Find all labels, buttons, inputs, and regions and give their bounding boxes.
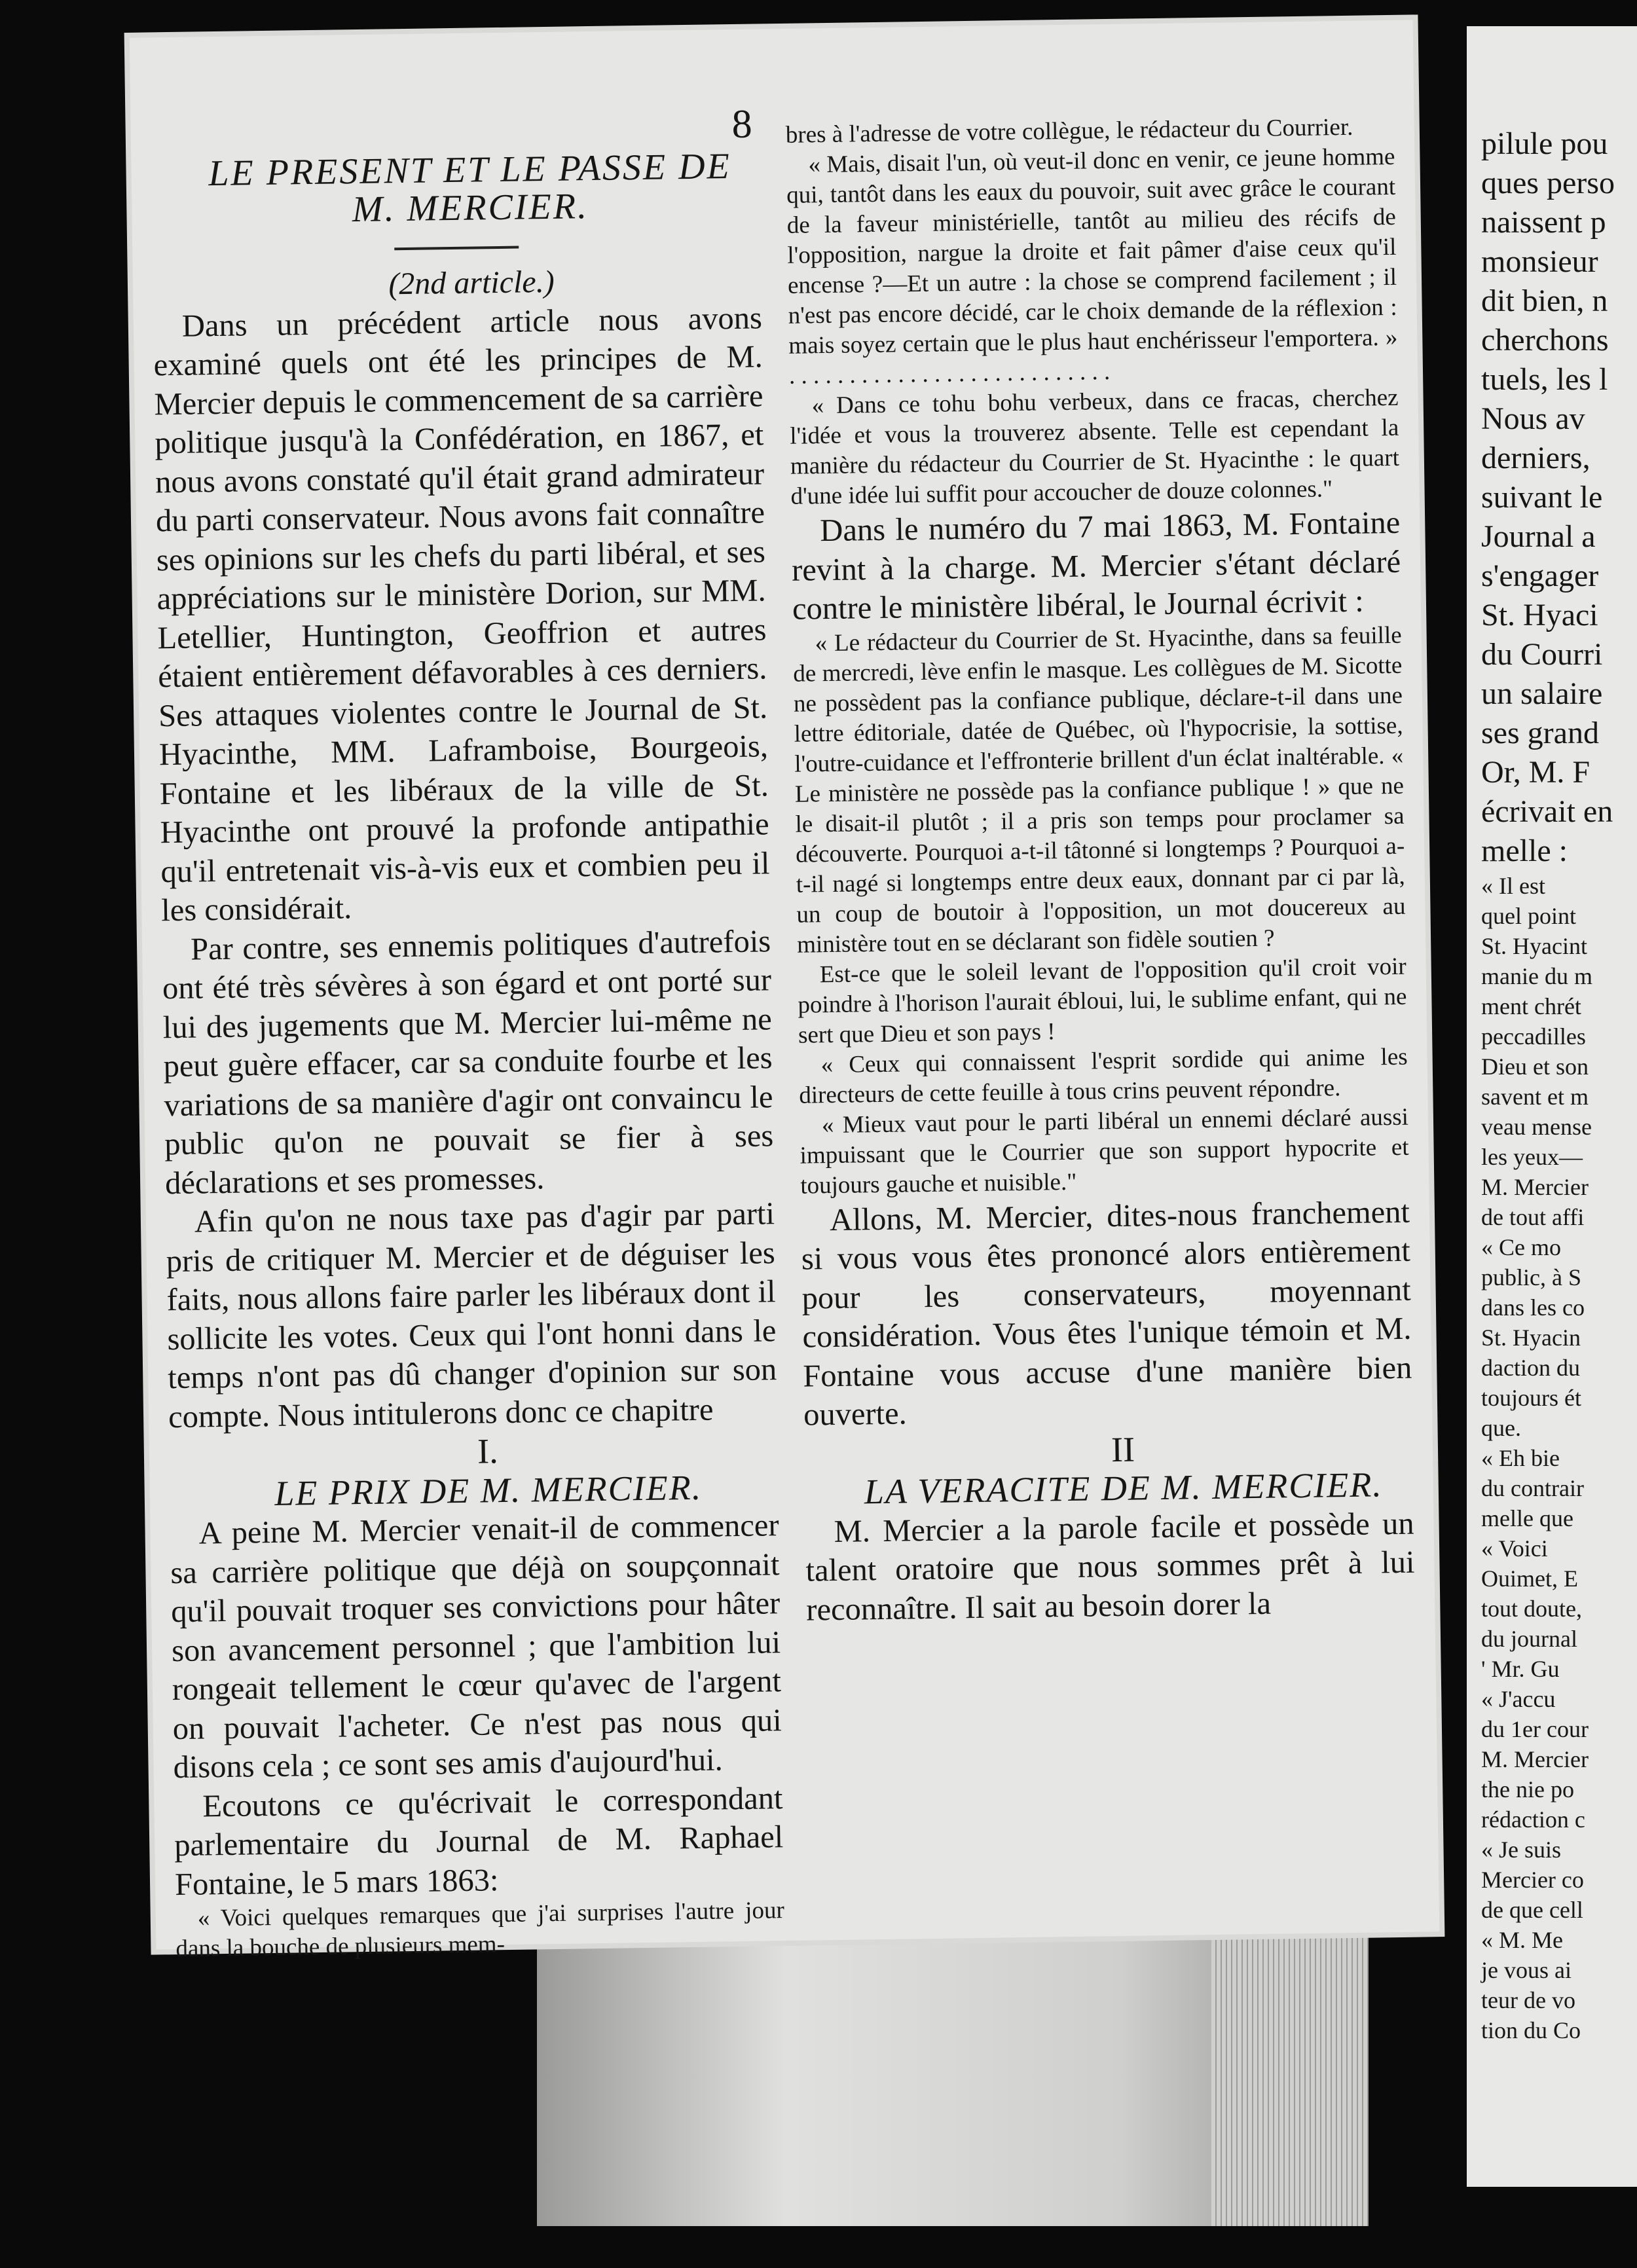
adjacent-page-line: teur de vo xyxy=(1481,1987,1575,2013)
paragraph: Dans un précédent article nous avons examiné quels ont été les principes de M. Mercier depuis le commencement de sa carrière politique jusqu'à la Confédération, en 1867, et nous avons constaté qu'il était grand admirateur du parti conservateur. Nous avons fait connaître ses opinions sur les chefs du parti libéral, et ses appréciations sur le ministère Dorion, sur MM. Letellier, Huntington, Geoffrion et autres étaient entièrement défavorables à ces derniers. Ses attaques violentes contre le Journal de St. Hyacinthe, MM. Laframboise, Bourgeois, Fontaine et les libéraux de la ville de St. Hyacinthe ont prouvé la profonde antipathie qu'il entretenait vis-à-vis eux et combien peu il les considérait. xyxy=(153,300,770,928)
quote-paragraph: « Voici quelques remarques que j'ai surprises l'autre jour dans la bouche de plusieurs mem- xyxy=(175,1897,785,1963)
adjacent-page-line: daction du xyxy=(1481,1355,1580,1381)
article-title-line2: M. MERCIER. xyxy=(352,186,589,230)
adjacent-page-line: du Courri xyxy=(1481,637,1603,672)
adjacent-page-line: veau mense xyxy=(1481,1114,1592,1140)
adjacent-page-line: tout doute, xyxy=(1481,1596,1582,1622)
adjacent-page-line: melle : xyxy=(1481,833,1568,868)
adjacent-page-line: tion du Co xyxy=(1481,2017,1581,2043)
paragraph: Ecoutons ce qu'écrivait le correspondant parlementaire du Journal de M. Raphael Fontaine, le 5 mars 1863: xyxy=(174,1780,784,1902)
adjacent-page-line: dit bien, n xyxy=(1481,284,1608,318)
quote-paragraph: « Mieux vaut pour le parti libéral un ennemi déclaré aussi impuissant que le Courrier que son support hypocrite et toujours gauche et nuisible." xyxy=(800,1103,1409,1199)
adjacent-page-line: rédaction c xyxy=(1481,1806,1585,1833)
adjacent-page-line: M. Mercier xyxy=(1481,1174,1589,1200)
quote-paragraph: « Ceux qui connaissent l'esprit sordide qui anime les directeurs de cette feuille à tous crins peuvent répondre. xyxy=(799,1043,1408,1109)
adjacent-page-line: peccadilles xyxy=(1481,1023,1586,1050)
adjacent-page-text xyxy=(1481,124,1615,2045)
adjacent-page-line: Ouimet, E xyxy=(1481,1565,1578,1592)
section-title: LA VERACITE DE M. MERCIER. xyxy=(864,1465,1384,1512)
adjacent-page xyxy=(1467,26,1637,2187)
adjacent-page-line: Nous av xyxy=(1481,401,1585,436)
quote-paragraph: « Mais, disait l'un, où veut-il donc en venir, ce jeune homme qui, tantôt dans les eaux du pouvoir, suit avec grâce le courant de la faveur ministérielle, tantôt au milieu des récifs de l'opposition, nargue la droite et fait pâmer d'aise ceux qu'il encense ?—Et un autre : la chose se comprend facilement ; il n'est pas encore décidé, car le choix demande de la réflexion : mais soyez certain que le plus haut enchérisseur l'emportera. » . . . . . . . . . . . . . . . . . . . . . . . . . . . xyxy=(786,143,1398,390)
adjacent-page-line: de tout affi xyxy=(1481,1204,1585,1230)
adjacent-page-line: derniers, xyxy=(1481,441,1591,475)
adjacent-page-line: « Eh bie xyxy=(1481,1445,1560,1471)
adjacent-page-line: toujours ét xyxy=(1481,1385,1581,1411)
adjacent-page-line: St. Hyacint xyxy=(1481,933,1587,959)
adjacent-page-line: manie du m xyxy=(1481,963,1592,989)
paragraph: Afin qu'on ne nous taxe pas d'agir par parti pris de critiquer M. Mercier et de déguiser les faits, nous allons faire parler les libéraux dont il sollicite les votes. Ceux qui l'ont honni dans le temps n'ont pas dû changer d'opinion sur son compte. Nous intitulerons donc ce chapitre xyxy=(166,1196,777,1435)
adjacent-page-line: naissent p xyxy=(1481,205,1606,240)
adjacent-page-line: pilule pou xyxy=(1481,126,1608,161)
section-number: I. xyxy=(477,1431,499,1471)
adjacent-page-line: tuels, les l xyxy=(1481,362,1608,397)
paragraph: M. Mercier a la parole facile et possède un talent oratoire que nous sommes prêt à lui reconnaître. Il sait au besoin dorer la xyxy=(805,1506,1415,1628)
paragraph: A peine M. Mercier venait-il de commencer sa carrière politique que déjà on soupçonnait qu'il pouvait troquer ses convictions pour hâter son avancement personnel ; que l'ambition lui rongeait tellement le cœur qu'avec de l'argent on pouvait l'acheter. Ce n'est pas nous qui disons cela ; ce sont ses amis d'aujourd'hui. xyxy=(170,1508,782,1785)
adjacent-page-line: Mercier co xyxy=(1481,1867,1584,1893)
adjacent-page-line: ' Mr. Gu xyxy=(1481,1656,1560,1682)
adjacent-page-line: du 1er cour xyxy=(1481,1716,1589,1742)
adjacent-page-line: je vous ai xyxy=(1481,1957,1572,1983)
quote-paragraph: « Le rédacteur du Courrier de St. Hyacinthe, dans sa feuille de mercredi, lève enfin le masque. Les collègues de M. Sicotte ne possèdent pas la confiance publique, déclare-t-il dans une lettre éditoriale, datée de Québec, où l'hypocrisie, la sottise, l'outre-cuidance et l'effronterie brillent d'un éclat inaltérable. « Le ministère ne possède pas la confiance publique ! » que ne le disait-il plutôt ; il a pris son temps pour proclamer sa découverte. Pourquoi a-t-il tâtonné si longtemps ? Pourquoi a-t-il nagé si longtemps entre deux eaux, donnant par ci par là, un coup de boutoir à l'opposition, un mot doucereux au ministère tout en se déclarant son fidèle soutien ? xyxy=(793,621,1406,959)
adjacent-page-line: ques perso xyxy=(1481,166,1615,200)
quote-paragraph: Est-ce que le soleil levant de l'opposition qu'il croit voir poindre à l'horison l'aurait ébloui, lui, le sublime enfant, qui ne sert que Dieu et son pays ! xyxy=(798,953,1407,1049)
quote-paragraph: bres à l'adresse de votre collègue, le rédacteur du Courrier. xyxy=(785,113,1353,149)
left-column xyxy=(151,147,784,1964)
adjacent-page-line: melle que xyxy=(1481,1505,1573,1531)
adjacent-page-line: dans les co xyxy=(1481,1294,1585,1321)
paragraph: Allons, M. Mercier, dites-nous franchement si vous vous êtes prononcé alors entièrement pour les conservateurs, moyennant considération. Vous êtes l'unique témoin et M. Fontaine vous accuse d'une manière bien ouverte. xyxy=(801,1194,1412,1433)
adjacent-page-line: « Voici xyxy=(1481,1535,1548,1562)
section-number: II xyxy=(1111,1429,1135,1469)
adjacent-page-line: Journal a xyxy=(1481,519,1596,554)
section-title: LE PRIX DE M. MERCIER. xyxy=(274,1467,703,1513)
adjacent-page-line: du journal xyxy=(1481,1626,1577,1652)
paragraph: Dans le numéro du 7 mai 1863, M. Fontaine revint à la charge. M. Mercier s'étant déclaré contre le ministère libéral, le Journal écrivit : xyxy=(791,505,1401,627)
adjacent-page-line: quel point xyxy=(1481,903,1576,929)
adjacent-page-line: que. xyxy=(1481,1415,1521,1441)
adjacent-page-line: les yeux— xyxy=(1481,1144,1583,1170)
right-column xyxy=(786,112,1416,1630)
adjacent-page-line: savent et m xyxy=(1481,1084,1589,1110)
adjacent-page-line: du contrair xyxy=(1481,1475,1584,1501)
quote-paragraph: « Dans ce tohu bohu verbeux, dans ce fracas, cherchez l'idée et vous la trouverez absente. Telle est cependant la manière du rédacteur du Courrier de St. Hyacinthe : le quart d'une idée lui suffit pour accoucher de douze colonnes." xyxy=(790,384,1400,510)
adjacent-page-line: Or, M. F xyxy=(1481,755,1591,790)
adjacent-page-line: St. Hyacin xyxy=(1481,1325,1581,1351)
adjacent-page-line: cherchons xyxy=(1481,323,1609,357)
adjacent-page-line: « J'accu xyxy=(1481,1686,1556,1712)
adjacent-page-line: « Il est xyxy=(1481,873,1545,899)
title-rule xyxy=(394,246,519,251)
adjacent-page-line: ses grand xyxy=(1481,716,1599,750)
adjacent-page-line: s'engager xyxy=(1481,558,1599,593)
adjacent-page-line: St. Hyaci xyxy=(1481,598,1598,632)
adjacent-page-line: Dieu et son xyxy=(1481,1053,1589,1080)
adjacent-page-line: M. Mercier xyxy=(1481,1746,1589,1772)
adjacent-page-line: de que cell xyxy=(1481,1897,1583,1923)
page-number: 8 xyxy=(731,101,753,147)
adjacent-page-line: monsieur xyxy=(1481,244,1598,279)
adjacent-page-line: un salaire xyxy=(1481,676,1603,711)
adjacent-page-line: suivant le xyxy=(1481,480,1603,515)
article-subtitle: (2nd article.) xyxy=(388,264,555,302)
adjacent-page-line: « M. Me xyxy=(1481,1927,1563,1953)
adjacent-page-line: « Ce mo xyxy=(1481,1234,1561,1260)
article-title-line1: LE PRESENT ET LE PASSE DE xyxy=(208,146,732,194)
adjacent-page-line: écrivait en xyxy=(1481,794,1613,829)
adjacent-page-line: public, à S xyxy=(1481,1264,1581,1290)
adjacent-page-line: the nie po xyxy=(1481,1776,1574,1802)
paragraph: Par contre, ses ennemis politiques d'autrefois ont été très sévères à son égard et ont porté sur lui des jugements que M. Mercier lui-même ne peut guère effacer, car sa conduite fourbe et les variations de sa manière d'agir ont convaincu le public qu'on ne pouvait se fier à ses déclarations et ses promesses. xyxy=(162,923,774,1201)
adjacent-page-line: ment chrét xyxy=(1481,993,1581,1019)
adjacent-page-line: « Je suis xyxy=(1481,1837,1562,1863)
newspaper-page xyxy=(130,20,1440,1963)
